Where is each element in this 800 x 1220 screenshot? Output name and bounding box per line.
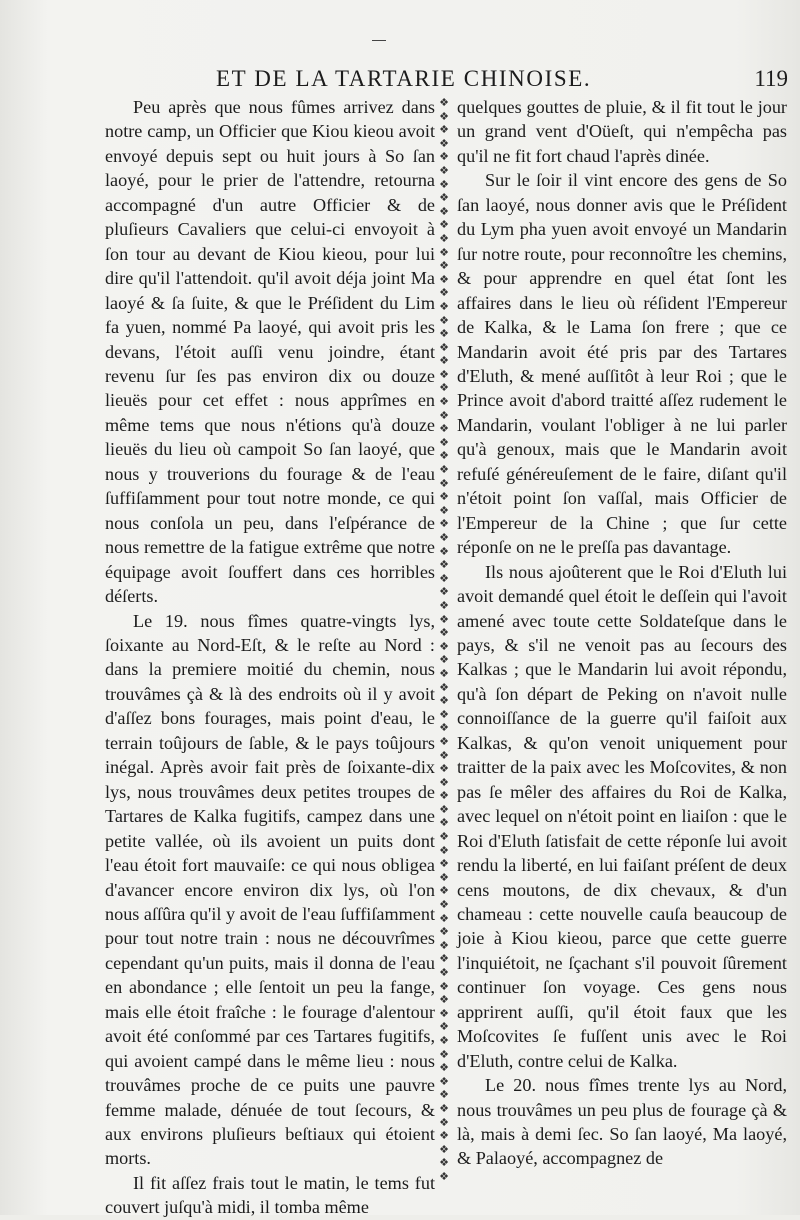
divider-ornament-icon: ❖ xyxy=(439,680,449,694)
divider-ornament-icon: ❖ xyxy=(439,381,449,395)
paragraph: Peu après que nous fûmes arrivez dans notre camp, un Officier que Kiou kieou avoit envoyé depuis sept ou huit jours à So ſan laoyé, pour le prier de l'attendre, retourna accompagné d'un autre Officier & de pluſieurs Cavaliers que celui-ci envoyoit à ſon tour au devant de Kiou kieou, pour lui dire qu'il l'attendoit. qu'il avoit déja joint Ma laoyé & ſa ſuite, & que le Préſident du Lim fa yuen, nommé Pa laoyé, qui avoit pris les devans, l'étoit auſſi venu joindre, étant revenu ſur ſes pas environ dix ou douze lieuës pour cet effet : nous apprîmes en même tems que nous n'étions qu'à douze lieuës du lieu où campoit So ſan laoyé, que nous y trouverions du fourage & de l'eau ſuffiſamment pour tout notre monde, ce qui nous conſola un peu, dans l'eſpérance de nous remettre de la fatigue extrême que notre équipage avoit ſouffert dans ces horribles déſerts. xyxy=(105,97,435,607)
divider-ornament-icon: ❖ xyxy=(439,884,449,898)
top-mark xyxy=(372,40,386,41)
divider-ornament-icon: ❖ xyxy=(439,979,449,993)
divider-ornament-icon: ❖ xyxy=(439,966,449,979)
page-number: 119 xyxy=(754,66,788,91)
divider-ornament-icon: ❖ xyxy=(439,857,449,871)
divider-ornament-icon: ❖ xyxy=(439,1033,449,1047)
divider-ornament-icon: ❖ xyxy=(439,925,449,939)
divider-ornament-icon: ❖ xyxy=(439,1006,449,1020)
divider-ornament-icon: ❖ xyxy=(439,231,449,245)
divider-ornament-icon: ❖ xyxy=(439,503,449,517)
divider-ornament-icon: ❖ xyxy=(439,626,449,640)
divider-ornament-icon: ❖ xyxy=(439,218,449,232)
divider-ornament-icon: ❖ xyxy=(439,449,449,463)
divider-ornament-icon: ❖ xyxy=(439,598,449,612)
divider-ornament-icon: ❖ xyxy=(439,408,449,422)
paragraph: Sur le ſoir il vint encore des gens de So ſan laoyé, nous donner avis que le Préſident du Lym pha yuen avoit envoyé un Mandarin ſur notre route, pour reconnoître les chemins, & pour apprendre en quel état ſont les affaires dans le lieu où réſident l'Empereur de Kalka, & le Lama ſon frere ; que ce Mandarin avoit été pris par des Tartares d'Eluth, & mené auſſitôt à leur Roi ; que le Prince avoit d'abord traitté aſſez rudement le Mandarin, voulant l'obliger à ne lui parler qu'à genoux, mais que le Mandarin avoit refuſé généreuſement de le faire, diſant qu'il n'étoit point ſon vaſſal, mais Officier de l'Empereur de la Chine ; que ſur cette réponſe on ne le preſſa pas davantage. xyxy=(457,170,787,558)
divider-ornament-icon: ❖ xyxy=(439,463,449,477)
divider-ornament-icon: ❖ xyxy=(439,327,449,341)
divider-ornament-icon: ❖ xyxy=(439,191,449,205)
divider-ornament-icon: ❖ xyxy=(439,395,449,409)
divider-ornament-icon: ❖ xyxy=(439,490,449,504)
divider-ornament-icon: ❖ xyxy=(439,993,449,1007)
divider-ornament-icon: ❖ xyxy=(439,435,449,449)
running-header xyxy=(100,66,790,96)
divider-ornament-icon: ❖ xyxy=(439,802,449,816)
divider-ornament-icon: ❖ xyxy=(439,734,449,748)
divider-ornament-icon: ❖ xyxy=(439,775,449,789)
divider-ornament-icon: ❖ xyxy=(439,272,449,286)
divider-ornament-icon: ❖ xyxy=(439,1074,449,1088)
divider-ornament-icon: ❖ xyxy=(439,1115,449,1129)
paragraph: Ils nous ajoûterent que le Roi d'Eluth lui avoit demandé quel étoit le deſſein qui l'avoit amené avec toute cette Soldateſque dans le pays, & s'il ne venoit pas au ſecours des Kalkas ; que le Mandarin lui avoit répondu, qu'à ſon départ de Peking on n'avoit nulle connoiſſance de la guerre qu'il faiſoit aux Kalkas, & qu'on venoit uniquement pour traitter de la paix avec les Moſcovites, & non pas ſe mêler des affaires du Roi de Kalka, avec lequel on n'étoit point en liaiſon : que le Roi d'Eluth ſatisfait de cette réponſe lui avoit rendu la liberté, en lui faiſant préſent de deux cens moutons, de dix chevaux, & d'un chameau : cette nouvelle cauſa beaucoup de joie à Kiou kieou, parce que cette guerre l'inquiétoit, ne ſçachant s'il pouvoit ſûrement continuer ſon voyage. Ces gens nous apprirent auſſi, qu'il étoit faux que les Moſcovites ſe fuſſent unis avec le Roi d'Eluth, contre celui de Kalka. xyxy=(457,561,787,1071)
divider-ornament-icon: ❖ xyxy=(439,952,449,966)
divider-ornament-icon: ❖ xyxy=(439,476,449,490)
divider-ornament-icon: ❖ xyxy=(439,123,449,137)
divider-ornament-icon: ❖ xyxy=(439,1088,449,1102)
paragraph: Le 20. nous fîmes trente lys au Nord, nous trouvâmes un peu plus de fourage çà & là, mais à demi ſec. So ſan laoyé, Ma laoyé, & Palaoyé, accompagnez de xyxy=(457,1075,787,1169)
divider-ornament-icon: ❖ xyxy=(439,245,449,259)
divider-ornament-icon: ❖ xyxy=(439,585,449,599)
divider-ornament-icon: ❖ xyxy=(439,340,449,354)
divider-ornament-icon: ❖ xyxy=(439,898,449,912)
divider-ornament-icon: ❖ xyxy=(439,1169,449,1183)
divider-ornament-icon: ❖ xyxy=(439,531,449,544)
divider-ornament-icon: ❖ xyxy=(439,1047,449,1061)
divider-ornament-icon: ❖ xyxy=(439,150,449,164)
divider-ornament-icon: ❖ xyxy=(439,830,449,844)
divider-ornament-icon: ❖ xyxy=(439,938,449,952)
divider-ornament-icon: ❖ xyxy=(439,612,449,626)
divider-ornament-icon: ❖ xyxy=(439,911,449,925)
divider-ornament-icon: ❖ xyxy=(439,517,449,531)
divider-ornament-icon: ❖ xyxy=(439,96,449,109)
divider-ornament-icon: ❖ xyxy=(439,136,449,150)
divider-ornament-icon: ❖ xyxy=(439,109,449,123)
divider-ornament-icon: ❖ xyxy=(439,762,449,776)
divider-ornament-icon: ❖ xyxy=(439,204,449,218)
paragraph: Le 19. nous fîmes quatre-vingts lys, ſoixante au Nord-Eſt, & le reſte au Nord : dans la premiere moitié du chemin, nous trouvâmes çà & là des endroits où il y avoit d'aſſez bons fourages, mais point d'eau, le terrain toûjours de ſable, & le pays toûjours inégal. Après avoir fait près de ſoixante-dix lys, nous trouvâmes deux petites troupes de Tartares de Kalka fugitifs, campez dans une petite vallée, où ils avoient un puits dont l'eau étoit fort mauvaiſe: ce qui nous obligea d'avancer encore environ dix lys, où l'on nous aſſûra qu'il y avoit de l'eau ſuffiſamment pour tout notre train : nous ne découvrîmes cependant qu'un puits, mais il donna de l'eau en abondance ; elle ſentoit un peu la fange, mais elle étoit fraîche : le fourage d'alentour avoit été conſommé par ces Tartares fugitifs, qui avoient campé dans le même lieu : nous trouvâmes proche de ce puits une pauvre femme malade, dénuée de tout ſecours, & aux environs pluſieurs beſtiaux qui étoient morts. xyxy=(105,610,435,1169)
divider-ornament-icon: ❖ xyxy=(439,694,449,708)
divider-ornament-icon: ❖ xyxy=(439,1156,449,1170)
divider-ornament-icon: ❖ xyxy=(439,1129,449,1143)
ornamental-column-divider xyxy=(438,96,450,1186)
header-title: ET DE LA TARTARIE CHINOISE. xyxy=(216,66,592,91)
divider-ornament-icon: ❖ xyxy=(439,299,449,313)
divider-ornament-icon: ❖ xyxy=(439,1142,449,1156)
divider-ornament-icon: ❖ xyxy=(439,748,449,762)
divider-ornament-icon: ❖ xyxy=(439,1101,449,1115)
divider-ornament-icon: ❖ xyxy=(439,816,449,830)
right-column xyxy=(457,95,787,1171)
divider-ornament-icon: ❖ xyxy=(439,1061,449,1075)
divider-ornament-icon: ❖ xyxy=(439,544,449,558)
divider-ornament-icon: ❖ xyxy=(439,707,449,721)
divider-ornament-icon: ❖ xyxy=(439,558,449,572)
divider-ornament-icon: ❖ xyxy=(439,1020,449,1034)
divider-ornament-icon: ❖ xyxy=(439,843,449,857)
divider-ornament-icon: ❖ xyxy=(439,721,449,735)
divider-ornament-icon: ❖ xyxy=(439,571,449,585)
divider-ornament-icon: ❖ xyxy=(439,177,449,191)
divider-ornament-icon: ❖ xyxy=(439,666,449,680)
divider-ornament-icon: ❖ xyxy=(439,422,449,436)
paragraph: quelques gouttes de pluie, & il fit tout le jour un grand vent d'Oüeſt, qui n'empêcha pas qu'il ne fit fort chaud l'après dinée. xyxy=(457,97,787,166)
divider-ornament-icon: ❖ xyxy=(439,367,449,381)
divider-ornament-icon: ❖ xyxy=(439,354,449,368)
divider-ornament-icon: ❖ xyxy=(439,163,449,177)
divider-ornament-icon: ❖ xyxy=(439,313,449,327)
divider-ornament-icon: ❖ xyxy=(439,259,449,273)
divider-ornament-icon: ❖ xyxy=(439,653,449,667)
divider-ornament-icon: ❖ xyxy=(439,639,449,653)
divider-ornament-icon: ❖ xyxy=(439,286,449,300)
divider-ornament-icon: ❖ xyxy=(439,789,449,803)
divider-ornament-icon: ❖ xyxy=(439,870,449,884)
paragraph: Il fit aſſez frais tout le matin, le tems fut couvert juſqu'à midi, il tomba même xyxy=(105,1172,435,1218)
left-column xyxy=(105,95,435,1220)
